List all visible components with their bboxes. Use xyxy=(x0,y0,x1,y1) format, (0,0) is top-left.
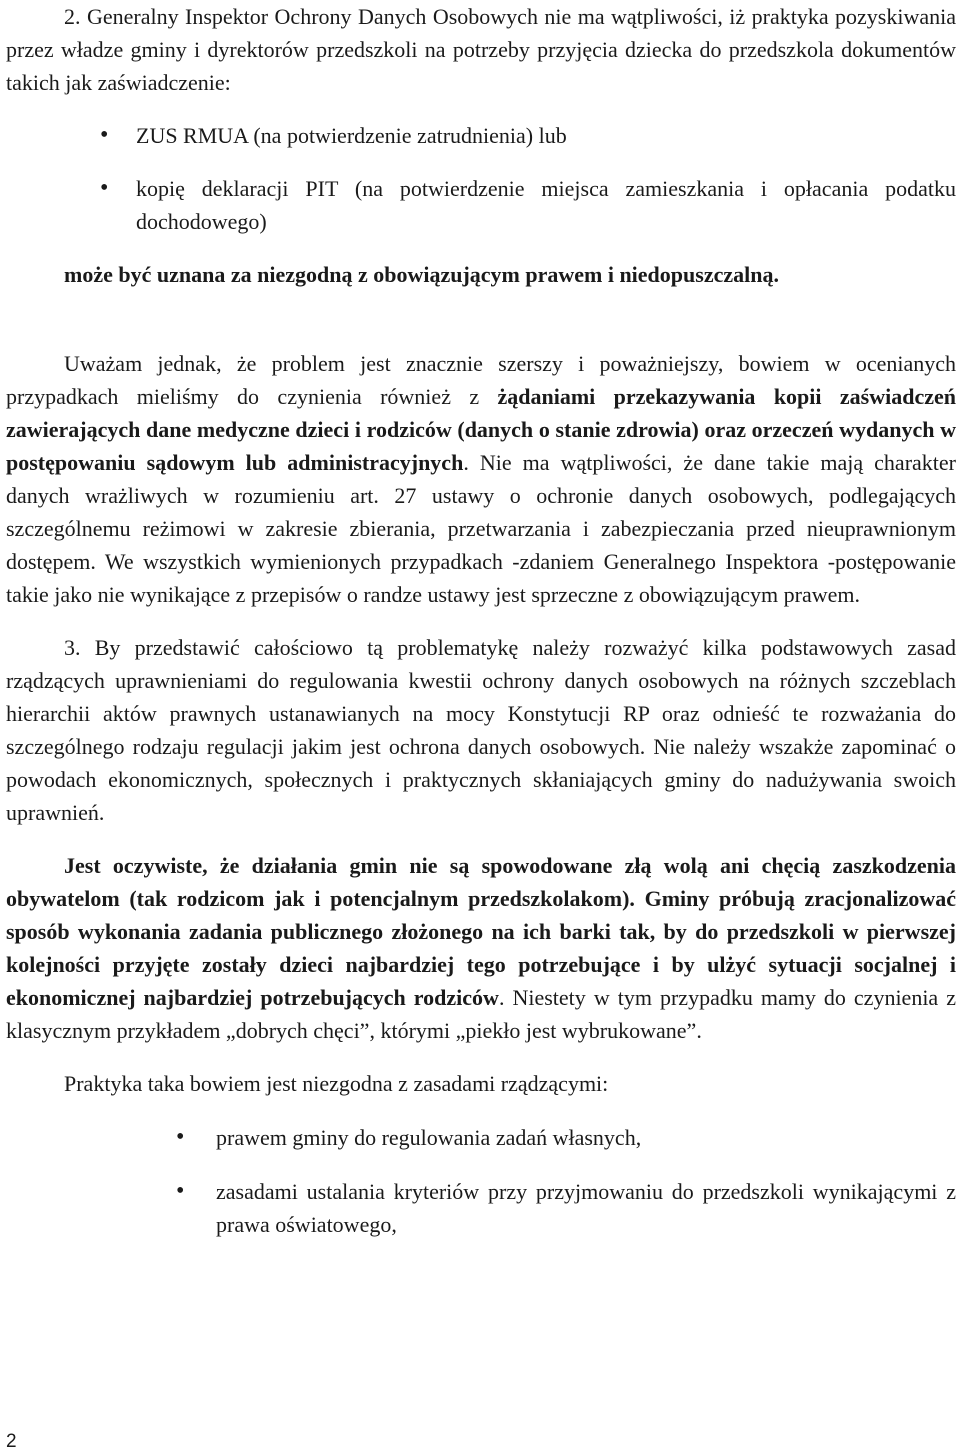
bullet-item-prawem: • prawem gminy do regulowania zadań własnych, xyxy=(6,1121,956,1154)
conclusion-bold-text: może być uznana za niezgodną z obowiązującym prawem i niedopuszczalną. xyxy=(64,262,779,287)
principles-bullet-list xyxy=(6,1121,956,1241)
section-3-paragraph: 3. By przedstawić całościowo tą problematykę należy rozważyć kilka podstawowych zasad rządzących uprawnieniami do regulowania kwestii ochrony danych osobowych na różnych szczeblach hierarchii aktów prawnych ustanawianych na mocy Konstytucji RP oraz odnieść te rozważania do szczególnego rodzaju regulacji jakim jest ochrona danych osobowych. Nie należy wszakże zapominać o powodach ekonomicznych, społecznych i praktycznych skłaniających gminy do nadużywania swoich uprawnień. xyxy=(6,635,956,825)
document-page xyxy=(6,0,956,1241)
uwazam-paragraph xyxy=(6,347,956,611)
documents-bullet-list xyxy=(6,119,956,238)
uwazam-text-1: Uważam jednak, że problem jest znacznie szerszy i poważniejszy, bowiem w ocenianych przypadkach mieliśmy do czynienia również z xyxy=(6,351,956,409)
section-2-intro: 2. Generalny Inspektor Ochrony Danych Osobowych nie ma wątpliwości, iż praktyka pozyskiwania przez władze gminy i dyrektorów przedszkoli na potrzeby przyjęcia dziecka do przedszkola dokumentów takich jak zaświadczenie: xyxy=(6,4,956,95)
jest-bold-text: Jest oczywiste, że działania gmin nie są spowodowane złą wolą ani chęcią zaszkodzenia obywatelom (tak rodzicom jak i potencjalnym przedszkolakom). Gminy próbują zracjonalizować sposób wykonania zadania publicznego złożonego na ich barki tak, by do przedszkoli w pierwszej kolejności przyjęte zostały dzieci najbardziej tego potrzebujące i by ulżyć sytuacji socjalnej i ekonomicznej najbardziej potrzebujących rodziców xyxy=(6,853,956,1010)
section-3 xyxy=(6,631,956,829)
praktyka-intro: Praktyka taka bowiem jest niezgodna z zasadami rządzącymi: xyxy=(64,1071,609,1096)
page-number: 2 xyxy=(6,1431,17,1452)
bullet-item-zus: • ZUS RMUA (na potwierdzenie zatrudnienia) lub xyxy=(6,119,956,152)
bullet-item-pit: • kopię deklaracji PIT (na potwierdzenie miejsca zamieszkania i opłacania podatku dochodowego) xyxy=(6,172,956,238)
bullet-item-zasadami: • zasadami ustalania kryteriów przy przyjmowaniu do przedszkoli wynikającymi z prawa oświatowego, xyxy=(6,1175,956,1241)
uwazam-bold-text: żądaniami przekazywania kopii zaświadczeń zawierających dane medyczne dzieci i rodziców (danych o stanie zdrowia) oraz orzeczeń wydanych w postępowaniu sądowym lub administracyjnych xyxy=(6,384,956,475)
section-2-conclusion xyxy=(6,258,956,291)
section-uwazam xyxy=(6,347,956,611)
section-2 xyxy=(6,0,956,291)
section-praktyka xyxy=(6,1067,956,1241)
section-jest xyxy=(6,849,956,1047)
jest-paragraph xyxy=(6,849,956,1047)
jest-normal-text: . Niestety w tym przypadku mamy do czynienia z klasycznym przykładem „dobrych chęci”, którymi „piekło jest wybrukowane”. xyxy=(6,985,956,1043)
uwazam-text-2: . Nie ma wątpliwości, że dane takie mają charakter danych wrażliwych w rozumieniu art. 27 ustawy o ochronie danych osobowych, podlegających szczególnemu reżimowi w zakresie zbierania, przetwarzania i zabezpieczania przed nieuprawnionym dostępem. We wszystkich wymienionych przypadkach -zdaniem Generalnego Inspektora -postępowanie takie jako nie wynikające z przepisów o randze ustawy jest sprzeczne z obowiązującym prawem. xyxy=(6,450,956,607)
